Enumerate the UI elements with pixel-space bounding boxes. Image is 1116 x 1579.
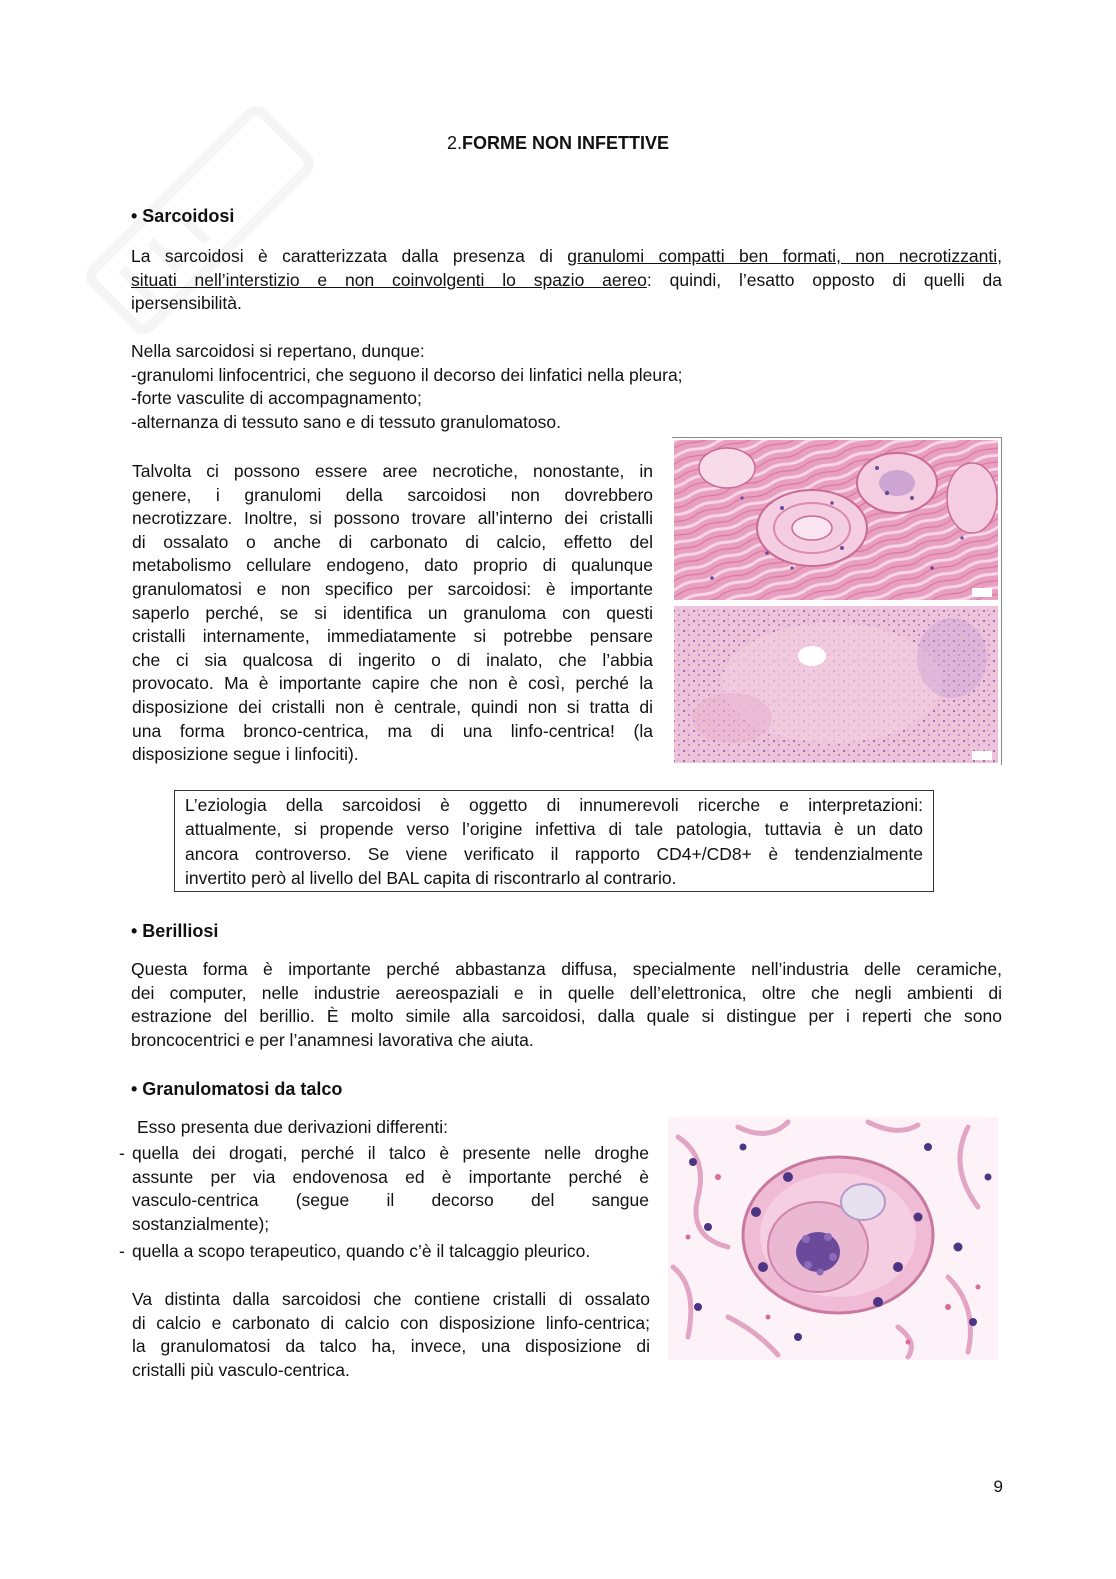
talco-list-item-2	[119, 1240, 662, 1264]
list-dash: -	[119, 1241, 125, 1261]
intro-line-1: La sarcoidosi è caratterizzata dalla presenza di granulomi compatti ben formati, non necrotizzanti,	[131, 246, 1002, 266]
title-prefix: 2.	[446, 133, 462, 153]
para-line: cristalli internamente, immediatamente si potrebbe pensare	[132, 626, 653, 647]
histology-image-sarcoidosis	[672, 437, 1002, 765]
berilliosi-paragraph	[131, 958, 1002, 1052]
talco-intro: Esso presenta due derivazioni differenti:	[137, 1117, 448, 1137]
para-line: provocato. Ma è importante capire che non è così, perché la	[132, 673, 653, 694]
para-line: disposizione dei cristalli non è centrale, quindi non si tratta di	[132, 696, 653, 717]
para-line: genere, i granulomi della sarcoidosi non dovrebbero	[132, 484, 653, 505]
intro-line-2: situati nell’interstizio e non coinvolgenti lo spazio aereo: quindi, l’esatto opposto di quelli da	[131, 269, 1002, 290]
para-line: disposizione segue i linfociti).	[132, 744, 359, 765]
para-line: di calcio e carbonato di calcio con disposizione linfo-centrica;	[132, 1312, 650, 1333]
talco-list-item-1	[119, 1142, 649, 1236]
para-line: che ci sia qualcosa di ingerito o di inalato, che l’abbia	[132, 649, 653, 670]
title-bold: FORME NON INFETTIVE	[462, 133, 669, 153]
sarcoidosi-intro	[131, 245, 1002, 316]
list-line: sostanzialmente);	[132, 1213, 270, 1234]
list-line: assunte per via endovenosa ed è importante perché è	[132, 1166, 649, 1187]
para-line: broncocentrici e per l’anamnesi lavorativa che aiuta.	[131, 1029, 534, 1050]
intro-line-3: ipersensibilità.	[131, 293, 242, 314]
heading-berilliosi: • Berilliosi	[131, 921, 219, 941]
para-line: la granulomatosi da talco ha, invece, una disposizione di	[132, 1336, 650, 1357]
para-line: saperlo perché, se si identifica un granuloma con questi	[132, 602, 653, 623]
para-line: dei computer, nelle industrie aereospaziali e in quelle dell’elettronica, oltre che negli ambienti di	[131, 982, 1002, 1003]
para-line: Talvolta ci possono essere aree necrotiche, nonostante, in	[132, 461, 653, 481]
talc-figure	[668, 1117, 998, 1360]
para-line: Questa forma è importante perché abbastanza diffusa, specialmente nell’industria delle ceramiche,	[131, 959, 1002, 979]
findings-line: Nella sarcoidosi si repertano, dunque:	[131, 341, 425, 361]
para-line: metabolismo cellulare endogeno, dato proprio di qualunque	[132, 555, 653, 576]
para-line: granulomatosi e non specifico per sarcoidosi: è importante	[132, 578, 653, 599]
list-line: quella dei drogati, perché il talco è presente nelle droghe	[132, 1143, 649, 1163]
sarcoidosi-findings-list	[131, 340, 1002, 434]
findings-line: -granulomi linfocentrici, che seguono il decorso dei linfatici nella pleura;	[131, 364, 683, 385]
sarcoidosi-necrosis-paragraph	[132, 460, 653, 767]
list-line: vasculo-centrica (segue il decorso del sangue	[132, 1190, 649, 1211]
page-number: 9	[993, 1477, 1003, 1496]
para-line: una forma bronco-centrica, ma di una linfo-centrica! (la	[132, 720, 653, 741]
histology-figure	[672, 438, 1001, 765]
box-line: invertito però al livello del BAL capita di riscontrarlo al contrario.	[185, 867, 677, 888]
box-line: attualmente, si propende verso l’origine infettiva di tale patologia, tuttavia è un dato	[185, 819, 923, 840]
list-dash: -	[119, 1143, 125, 1163]
histology-image-talc-granuloma	[668, 1117, 998, 1360]
para-line: cristalli più vasculo-centrica.	[132, 1359, 350, 1380]
para-line: estrazione del berillio. È molto simile alla sarcoidosi, dalla quale si distingue per i reperti che sono	[131, 1006, 1002, 1027]
list-line: quella a scopo terapeutico, quando c’è il talcaggio pleurico.	[132, 1241, 591, 1261]
findings-line: -alternanza di tessuto sano e di tessuto granulomatoso.	[131, 411, 561, 432]
findings-line: -forte vasculite di accompagnamento;	[131, 388, 422, 409]
talco-closing-paragraph	[132, 1288, 650, 1382]
para-line: necrotizzare. Inoltre, si possono trovare all’interno dei cristalli	[132, 508, 653, 529]
heading-sarcoidosi: • Sarcoidosi	[131, 206, 235, 226]
para-line: Va distinta dalla sarcoidosi che contiene cristalli di ossalato	[132, 1289, 650, 1309]
box-line: ancora controverso. Se viene verificato il rapporto CD4+/CD8+ è tendenzialmente	[185, 843, 923, 864]
box-line: L’eziologia della sarcoidosi è oggetto di innumerevoli ricerche e interpretazioni:	[185, 795, 923, 815]
heading-talco: • Granulomatosi da talco	[131, 1079, 343, 1099]
para-line: di ossalato o anche di carbonato di calcio, effetto del	[132, 531, 653, 552]
page-title	[0, 133, 1116, 154]
etiology-note-box	[174, 790, 934, 892]
